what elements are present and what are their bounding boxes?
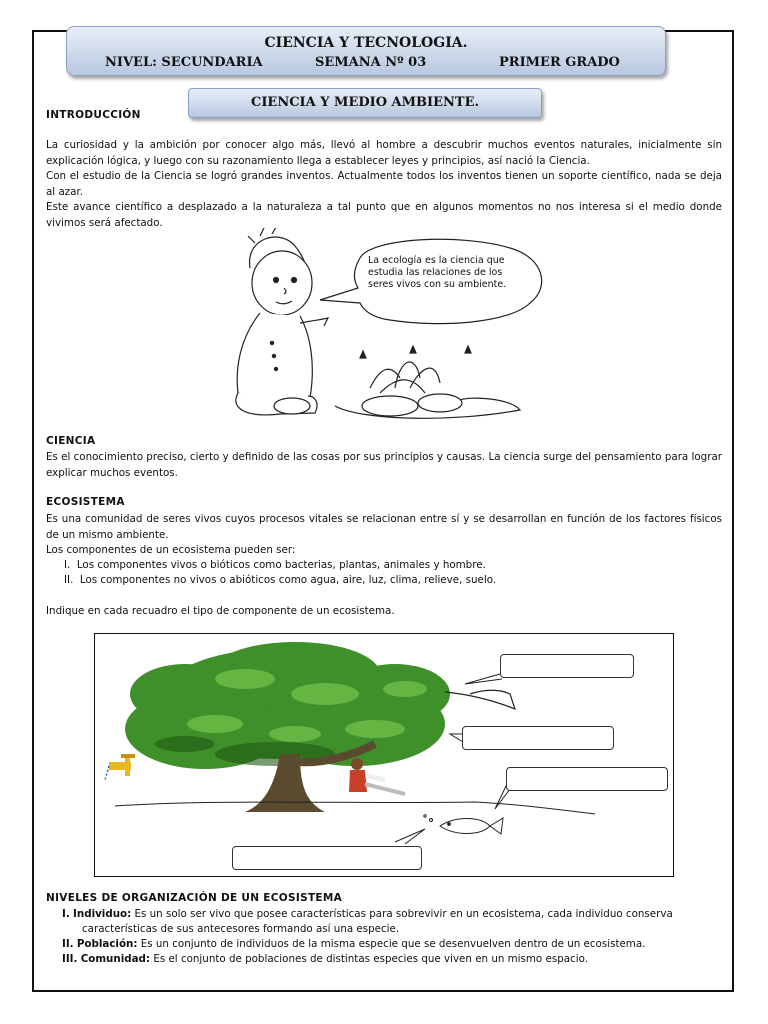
- level-term: Comunidad:: [80, 953, 151, 965]
- label-box-2[interactable]: [462, 726, 614, 750]
- list-item-number: II.: [64, 574, 74, 586]
- level-text: Es un solo ser vivo que posee características para sobrevivir en un ecosistema, cada individuo conserva: [134, 908, 673, 920]
- components-intro: Los componentes de un ecosistema pueden ser:: [46, 544, 296, 556]
- faucet-icon: [105, 754, 135, 780]
- level-term: Población:: [76, 938, 138, 950]
- level-term: Individuo:: [73, 908, 132, 920]
- ecosistema-heading: ECOSISTEMA: [46, 496, 125, 508]
- title-banner: [66, 26, 666, 76]
- level-item: [62, 937, 645, 953]
- list-item-text: Los componentes vivos o bióticos como bacterias, plantas, animales y hombre.: [76, 559, 486, 571]
- ciencia-heading: CIENCIA: [46, 435, 96, 447]
- level-item: [62, 952, 588, 968]
- level-text: Es un conjunto de individuos de la misma especie que se desenvuelven dentro de un ecosistema.: [140, 938, 646, 950]
- list-item-text: Los componentes no vivos o abióticos como agua, aire, luz, clima, relieve, suelo.: [79, 574, 497, 586]
- label-box-4[interactable]: [232, 846, 422, 870]
- level-number: II.: [62, 938, 74, 950]
- level-text: Es el conjunto de poblaciones de distintas especies que viven en un mismo espacio.: [153, 953, 588, 965]
- list-item: [64, 558, 486, 574]
- list-item-number: I.: [64, 559, 71, 571]
- intro-paragraph-2: Con el estudio de la Ciencia se logró grandes inventos. Actualmente todos los inventos tienen un soporte científico, nada se deja al azar.: [46, 170, 722, 198]
- grade-label: PRIMER GRADO: [499, 55, 620, 70]
- intro-heading: INTRODUCCIÓN: [46, 109, 141, 121]
- intro-text: [46, 138, 722, 231]
- topic-banner: CIENCIA Y MEDIO AMBIENTE.: [188, 88, 542, 118]
- label-box-1[interactable]: [500, 654, 634, 678]
- instruction-text: Indique en cada recuadro el tipo de componente de un ecosistema.: [46, 605, 395, 617]
- level-label: NIVEL: SECUNDARIA: [105, 55, 263, 70]
- ecosistema-text: Es una comunidad de seres vivos cuyos procesos vitales se relacionan entre sí y se desarrollan en función de los factores físicos de un mismo ambiente.: [46, 513, 722, 541]
- course-title: CIENCIA Y TECNOLOGIA.: [264, 35, 468, 51]
- ciencia-text: Es el conocimiento preciso, cierto y definido de las cosas por sus principios y causas. La ciencia surge del pensamiento para lograr explicar muchos eventos.: [46, 451, 722, 479]
- label-box-3[interactable]: [506, 767, 668, 791]
- intro-paragraph-3: Este avance científico a desplazado a la naturaleza a tal punto que en algunos momentos no nos interesa si el medio donde vivimos será afectado.: [46, 201, 722, 229]
- level-number: III.: [62, 953, 78, 965]
- fish-icon: [424, 815, 503, 834]
- level-number: I.: [62, 908, 70, 920]
- intro-paragraph-1: La curiosidad y la ambición por conocer algo más, llevó al hombre a descubrir muchos eventos naturales, inicialmente sin explicación lógica, y luego con su razonamiento llega a establecer leyes y principios, así nació la Ciencia.: [46, 139, 722, 167]
- list-item: [64, 573, 496, 589]
- level-item-continuation: características de sus antecesores formando así una especie.: [82, 923, 400, 935]
- bird-icon: [445, 690, 515, 709]
- niveles-heading: NIVELES DE ORGANIZACIÓN DE UN ECOSISTEMA: [46, 892, 343, 904]
- speech-bubble-text: La ecología es la ciencia que estudia las relaciones de los seres vivos con su ambiente.: [368, 255, 507, 290]
- week-label: SEMANA Nº 03: [315, 55, 427, 70]
- level-item: [62, 907, 722, 923]
